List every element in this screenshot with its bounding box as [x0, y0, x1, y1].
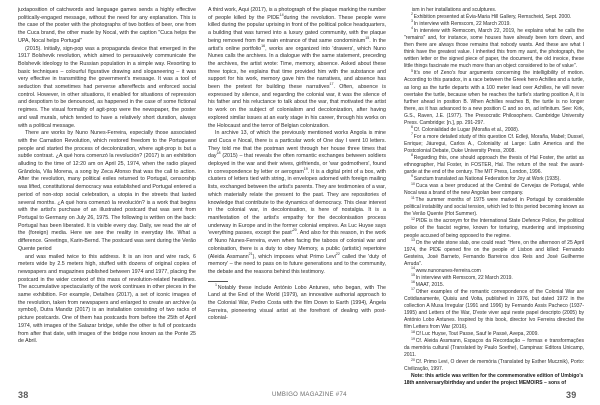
footnote — [404, 28, 584, 70]
footnote-number: 17 — [411, 287, 415, 292]
footnote-text: For a more detailed study of this question Cf. Edleji, Moraña, Mabel; Dussel, Enrique; Jáuregui, Carlos A., Coloniality at Large: Latin America and the Postcolonial Debate, Duke University Press, 2008. — [404, 133, 584, 154]
body-paragraph: There are works by Nuno Nunes-Ferreira, especially those associated with the Carnation Revolution, which restored freedom to the Portuguese people and started the process of decolonization, where agit-prop is but a subtle contrast. ¿A qué hora comenzó la revolución? (2017) is an exhibition alluding to the time of 12:20 am on April 25, 1974, when the radio played Grândola, Vila Morena, a song by Zeca Afonso that was the call to action. After the revolution, many political exiles returned to Portugal, censorship was lifted, constitutional democracy was established and Portugal entered a period of non-stop social celebration, a utopia in the streets that lasted several months. ¿A qué hora comenzó la revolución? is a work that begins with the artist's purchase of an illustrated postcard that was sent from Portugal to Germany on July 26, 1975. The following is written on the back: Portugal has been liberated. It is visible every day. Daily, we read the air of the (foreign) media. Here we see the reality in everyday life. What a difference. Greetings, Karin-Bernd. The postcard was sent during the Verão Quente period — [18, 130, 196, 252]
footnote — [404, 218, 584, 239]
footnote-text: Regarding this, one should approach the thesis of Hal Foster, the artist as ethnographer, Hal Foster, in FOSTER, Hal. The return of the real: the avant-garde at the end of the century. The MIT Press, London, 1996. — [404, 154, 584, 176]
footnote-text: In interview with Remscom, 22 March 2019. — [415, 274, 513, 281]
grant-note: Note: this article was written for the commemorative edition of Umbigo's 18th anniversary/birthday and under the project MEMOIRS – sons of — [404, 373, 584, 385]
footnote-text: It's one of Zeno's four arguments concerning the intelligibility of motion. According to this paradox, in a race between the Greek hero Achilles and a turtle, as long as the turtle departs with a 100 meter lead over Achilles, he will never overtake the turtle, because when he reaches the turtle's starting position A, it is further ahead in position B. When Achilles reaches B, the turtle is no longer there, as it has advanced to a new position C and so on, ad infinitum. See: Kirk, G.S., Raven, J.E. (1977). The Presocratic Philosophers. Cambridge University Press. Cambridge: [n.], pp. 291-297. — [404, 70, 584, 126]
footnote-number: 11 — [411, 195, 415, 200]
footnote-text: Cf. Colonialidad de Lugar (Morafia et al., 2008). — [413, 126, 520, 133]
body-paragraph: A third work, Aqui (2017), is a photograph of the plaque marking the number of people killed by the PIDE$^{14}$during the revolution. These people were killed during the popular uprising in front of the political police headquarters, a building that was turned into a luxury gated community, with the plaque being removed from the main entrance of that same condominium$^{15}$. In the artist's online portfolio$^{16}$, works are organized into 'drawers', which Nuno Nunes calls the archives. In a dialogue with the same statement, preceding the archives, the artist wrote: Time, memory, absence. Asked about these three topics, he explains that time provided him with the substance and support for his work, memory gave him the narratives, and absence has been the pretext for building these narratives$^{17}$. Often, absence is expressed by silence, and regarding the colonial war, it was the silence of his father and his reluctance to talk about the war, that motivated the artist to work on the subject of colonialism and decolonization, after having explored similar issues at an early stage in his career, through his works on the Holocaust and the terror of Belgian colonization. — [208, 7, 386, 129]
footnote-number: 9 — [411, 174, 413, 179]
footnote-text: Other examples of the romantic correspondence of the Colonial War are Cotidianamente, Quisiu and Volta, published in 1976, but dated 1972 in the collection A Musa Irregular (1991 and 1996) by Fernando Assis Pacheco (1937-1995) and Letters of the War, D'este viver aqui neste papel descripto (2005) by António Lobo Antunes. Inspired by this book, director Ivo Ferreira directed the film Letters from War (2016). — [404, 288, 584, 331]
footnote — [404, 70, 584, 126]
footnote-text: PIDE is the acronym for the International State Defence Police, the political police of the fascist regime, known for torturing, murdering and imprisoning people accused of being opposed to the regime. — [404, 218, 584, 239]
footnote — [404, 280, 584, 292]
text-column-middle — [208, 7, 386, 385]
footnote-text: Sanctum translated as National Federation for Joy at Work (1935). — [413, 176, 561, 183]
footnote — [404, 183, 584, 197]
text-column-left — [18, 7, 196, 385]
footnote-text: The summer months of 1975 were marked in Portugal by considerable political instability and social tension, which led to this period becoming known as the Verão Quente (Hot Summer). — [404, 197, 584, 218]
footnote — [404, 125, 584, 137]
footnote-divider — [208, 281, 228, 282]
footnote — [404, 132, 584, 158]
page-number-left: 38 — [18, 390, 29, 400]
footnote-text: Cf Luc Huyse, Tout Passe, Sauf le Passé, Avepa, 2009. — [415, 331, 539, 338]
footnote-number: 7 — [411, 132, 413, 137]
footnote-text: Cf. Aleida Assmann, Espaços da Recordação – formas e transformações da memória cultural (Translated by Paulo Soethe), Campinas: Editora Unicamp, 2011. — [404, 338, 584, 359]
footnote-number: 18 — [411, 329, 415, 334]
footnotes-column — [404, 7, 584, 385]
footnote-number: 6 — [411, 125, 413, 130]
page-number-right: 39 — [566, 390, 577, 400]
footnote-text: On the white stone slab, one could read: "Here, on the afternoon of 25 April 1974, the PIDE opened fire on the people of Lisbon and killed: Fernando Gesteira, José Barneto, Fernando Barreiros dos Reis and José Guilherme Arruda". — [404, 239, 584, 267]
footnote-number: 4 — [411, 26, 413, 31]
footnote-number: 2 — [411, 12, 413, 17]
footnote-number: 14 — [411, 266, 415, 271]
body-paragraph: and was mailed twice to this address. It is an iron and wire rack, 6 meters wide by 2.5 meters high, stuffed with dozens of original copies of newspapers and magazines published between 1974 and 1977, placing the postcard in the wider context of this mass of revolution-related headlines. The accumulative spectacularity of the work continues in other pieces in the same exhibition. For example, Detalhes (2017), a set of iconic images of the revolution, taken from newspapers and enlarged to create an archive (a symbol), Dutra Mandiz (2017) is an installation consisting of two racks of picture postcards. One of them has postcards from before the 25th of April 1974, with images of the Salazar bridge, while the other is full of postcards from after that date, with images of the bridge now known as the Ponte 25 de Abril. — [18, 253, 196, 345]
footnote-list — [404, 7, 584, 373]
footnote-text: In interview with Remscom, 22 March 2019. — [413, 21, 511, 28]
footnote: $^1$Notably these include António Lobo Antunes, who began, with The Land at the End of the World (1979), an innovative authorial approach to the Colonial War, Pedro Costa with the film Down to Earth (1994), Ângela Ferreira, pioneering visual artist at the forefront of dealing with post-colonial- — [208, 282, 386, 322]
footnote — [404, 289, 584, 331]
footnote-number: 20 — [411, 357, 415, 362]
footnote-text: MAAT, 2015. — [415, 281, 445, 288]
footnote — [404, 197, 584, 218]
footnote-text: Cuca was a beer produced at the Central de Cervejas de Portugal, while Nocal was a brand of the new Angolan beer company. — [404, 183, 584, 197]
footnote-text: In interview with Remscom, March 22, 2019, he explains what he calls the "remains" and, for instance, some houses have already been torn down, and then there are always those remains that nobody wants. And these are what I think have the greatest value. I inherited this from my aunt, the photograph, the written letter or the signed piece of paper, the document, the old invoice, these little things fascinate me much more than an object considered to be of value". — [404, 28, 584, 70]
footnote-number: 16 — [411, 280, 415, 285]
footnote-number: 19 — [411, 336, 415, 341]
body-paragraph: juxtaposition of catchwords and language games sends a highly effective politically-engaged message, without the need for any explanation. This is the case of the poster with the photographs of two bottles of beer, one from the Cuca brand, the other made by Nocal, with the caption "Cuca helps the UPA, Nocal helps Portugal" — [18, 7, 196, 44]
footnote — [404, 7, 584, 17]
footnote-number: 3 — [411, 19, 413, 24]
footnote — [404, 359, 584, 373]
footnote-number: 15 — [411, 273, 415, 278]
page-footer — [0, 391, 600, 403]
body-paragraph: In archive 13, of which the previously mentioned works Angola is mine and Cuca e Nocal, there is a particular work of One day I went 10 letters. They told me that the postman went through her house three times that day$^{18}$ (2015) – that reveals the often romantic exchanges between soldiers deployed in the war and their wives, girlfriends, or 'war godmothers', found in correspondence by letter or aerogram$^{19}$. It is a digital print of a box, with clusters of letters tied with string, in envelopes adorned with foreign mailing lists, exchanged between the artist's parents. They are testimonies of a war, which materially relate the present to the past. They are repositories of knowledge that contribute to the dynamics of democracy. This clear interest in the colonial war, in decolonisation, is here of nostalgia. It is a manifestation of the artist's empathy for the decolonisation process underway in Europe and in the former colonial empires. As Luc Huyse says 'everything passes, except the $past'^{20}$. And also for this reason, in the work of Nuno Nunes-Ferreira, even when facing the taboos of colonial war and colonisation, there is a duty to obey Memory, a public (artistic) repertoire (Aleida Assmann$^{21}$), which imposes what Primo Levi$^{22}$ called the 'duty of memory' – the need to pass on to future generations and to the community, the debate and the reasons behind this testimony. — [208, 130, 386, 275]
body-paragraph: (2015). Initially, sign-pop was a propaganda device that emerged in the 1917 Bolshevik revolution, which aimed to persuasively communicate the Bolshevik ideology to the Russian population in a simple way. Resorting to basic techniques – colourful figurative drawing and sloganeering – it was very effective in transmitting the government's message. It was a tool of seduction that sometimes had perverse aftereffects and enforced social control. However, in other situations, it enabled for situations of repression and despotism to be denounced, as happened in the case of some fictional regimes. The visual formality of agit-prop were the newspaper, the poster and wall murals, which tended to have a relatively short duration, always with a political message. — [18, 45, 196, 129]
footnote-text: www.nunonunes-ferreira.com — [415, 267, 481, 274]
footnote-number: 12 — [411, 216, 415, 221]
footnote-text: Exhibition presented at Évia-Maria Hill Gallery, Remscheid, Sept. 2000. — [413, 14, 572, 21]
footnote-number: 13 — [411, 237, 415, 242]
footnote — [404, 153, 584, 179]
footnote-text: Cf. Primo Levi, O dever de memória (Translated by Esther Mucznik), Porto: Civilização, 1997. — [404, 359, 584, 373]
footnote-number: 5 — [411, 68, 413, 73]
footnote — [404, 338, 584, 359]
magazine-title: UMBIGO MAGAZINE #74 — [272, 392, 347, 398]
footnote-text: ism in her installations and sculptures. — [411, 7, 497, 13]
footnote-number: 10 — [411, 181, 415, 186]
footnote-number: 8 — [411, 153, 413, 158]
